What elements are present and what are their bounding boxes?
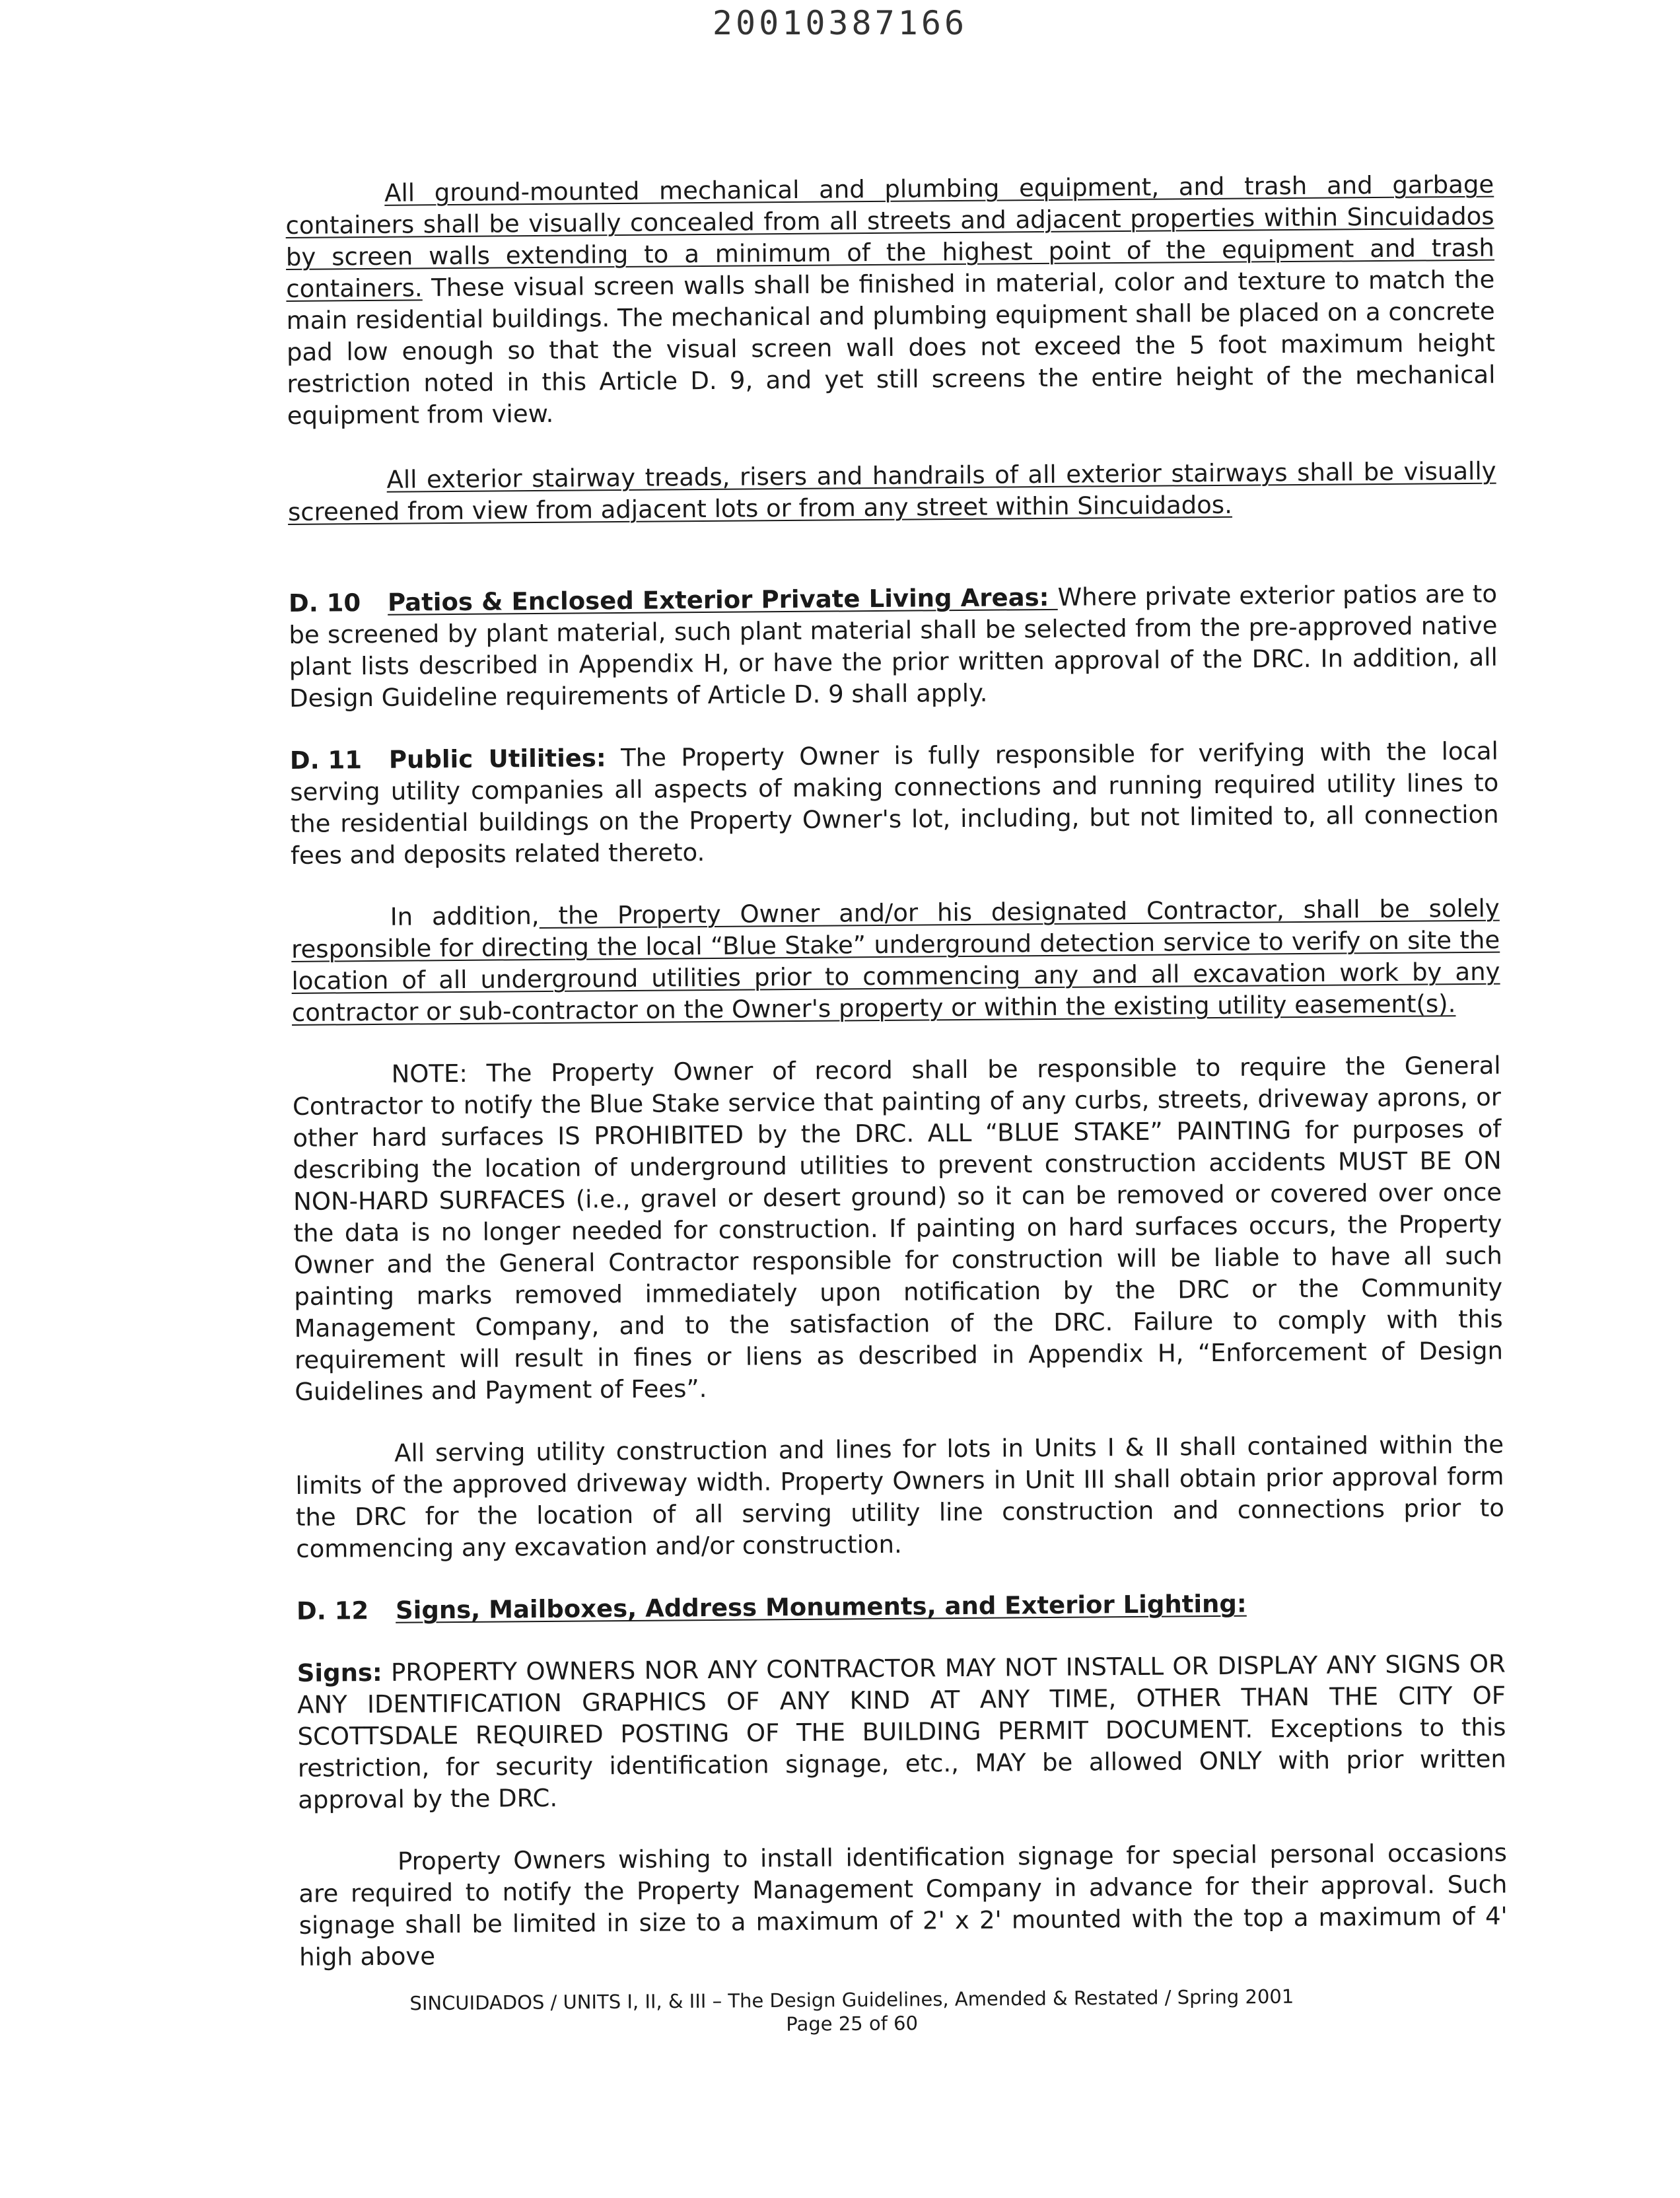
- section-number: D. 10: [288, 588, 361, 618]
- document-id: 20010387166: [712, 4, 968, 42]
- section-text: The Property Owner is fully responsible for verifying with the local serving utility companies all aspects of making connections and running required utility lines to the residential buildings on the Property Owner's lot, including, but not limited to, all connection fees and deposits related thereto.: [290, 736, 1499, 870]
- section-number: D. 11: [289, 746, 363, 775]
- paragraph-text: Property Owners wishing to install identification signage for special personal occasions are required to notify the Property Management Company in advance for their approval. Such signage shall be limited in size to a maximum of 2' x 2' mounted with the top a maximum of 4' high above: [298, 1838, 1508, 1971]
- section-text: Where private exterior patios are to be screened by plant material, such plant material shall be selected from the pre-approved native plant lists described in Appendix H, or have the prior written approval of the DRC. In addition, all Design Guideline requirements of Article D. 9 shall apply.: [289, 579, 1498, 713]
- section-title: Patios & Enclosed Exterior Private Living Areas:: [387, 583, 1058, 617]
- underlined-text: All exterior stairway treads, risers and handrails of all exterior stairways shall be visually screened from view from adjacent lots or from any street within Sincuidados.: [287, 456, 1496, 526]
- paragraph-note: [292, 1050, 1503, 1408]
- footer-title: SINCUIDADOS / UNITS I, II, & III – The Design Guidelines, Amended & Restated / Spring 2001: [409, 1985, 1294, 2015]
- paragraph-blue-stake: [291, 893, 1500, 1029]
- paragraph-equipment-screening: [285, 169, 1496, 432]
- section-d11: [290, 736, 1499, 872]
- section-title: Signs, Mailboxes, Address Monuments, and Exterior Lighting:: [395, 1589, 1247, 1625]
- section-title: Public Utilities:: [388, 744, 606, 774]
- signs-label: Signs:: [297, 1658, 382, 1687]
- paragraph-signs: [297, 1648, 1507, 1816]
- page-number: Page 25 of 60: [786, 2012, 919, 2036]
- paragraph-text: In addition,: [390, 902, 540, 931]
- paragraph-text: PROPERTY OWNERS NOR ANY CONTRACTOR MAY NOT INSTALL OR DISPLAY ANY SIGNS OR ANY IDENTIFICATION GRAPHICS OF ANY KIND AT ANY TIME, OTHER THAN THE CITY OF SCOTTSDALE REQUIRED POSTING OF THE BUILDING PERMIT DOCUMENT. Exceptions to this restriction, for security identification signage, etc., MAY be allowed ONLY with prior written approval by the DRC.: [297, 1649, 1507, 1814]
- section-number: D. 12: [296, 1596, 369, 1625]
- underlined-text: the Property Owner and/or his designated Contractor, shall be solely responsible for directing the local “Blue Stake” underground detection service to verify on site the location of all underground utilities prior to commencing any and all excavation work by any contractor or sub-contractor on the Owner's property or within the existing utility easement(s).: [291, 894, 1500, 1027]
- paragraph-text: These visual screen walls shall be finished in material, color and texture to match the main residential buildings. The mechanical and plumbing equipment shall be placed on a concrete pad low enough so that the visual screen wall does not exceed the 5 foot maximum height restriction noted in this Article D. 9, and yet still screens the entire height of the mechanical equipment from view.: [286, 265, 1496, 430]
- section-d12: [297, 1586, 1505, 1627]
- paragraph-personal-signage: [298, 1837, 1508, 1973]
- section-d10: [289, 579, 1498, 715]
- paragraph-serving-utility: [295, 1429, 1504, 1565]
- paragraph-text: All serving utility construction and lines for lots in Units I & II shall contained within the limits of the approved driveway width. Property Owners in Unit III shall obtain prior approval form the DRC for the location of all serving utility line construction and connections prior to commencing any excavation and/or construction.: [295, 1430, 1505, 1563]
- paragraph-text: NOTE: The Property Owner of record shall be responsible to require the General Contractor to notify the Blue Stake service that painting of any curbs, streets, driveway aprons, or other hard surfaces IS PROHIBITED by the DRC. ALL “BLUE STAKE” PAINTING for purposes of describing the location of underground utilities to prevent construction accidents MUST BE ON NON-HARD SURFACES (i.e., gravel or desert ground) so it can be removed or covered over once the data is no longer needed for construction. If painting on hard surfaces occurs, the Property Owner and the General Contractor responsible for construction will be liable to have all such painting marks removed immediately upon notification by the DRC or the Community Management Company, and to the satisfaction of the DRC. Failure to comply with this requirement will result in fines or liens as described in Appendix H, “Enforcement of Design Guidelines and Payment of Fees”.: [292, 1051, 1504, 1406]
- underlined-text: All ground-mounted mechanical and plumbing equipment, and trash and garbage containers shall be visually concealed from all streets and adjacent properties within Sincuidados by screen walls extending to a minimum of the highest point of the equipment and trash containers.: [285, 170, 1495, 303]
- page-body: [285, 169, 1508, 1973]
- paragraph-stairway-screening: [287, 456, 1496, 528]
- page-footer: [396, 1985, 1308, 2039]
